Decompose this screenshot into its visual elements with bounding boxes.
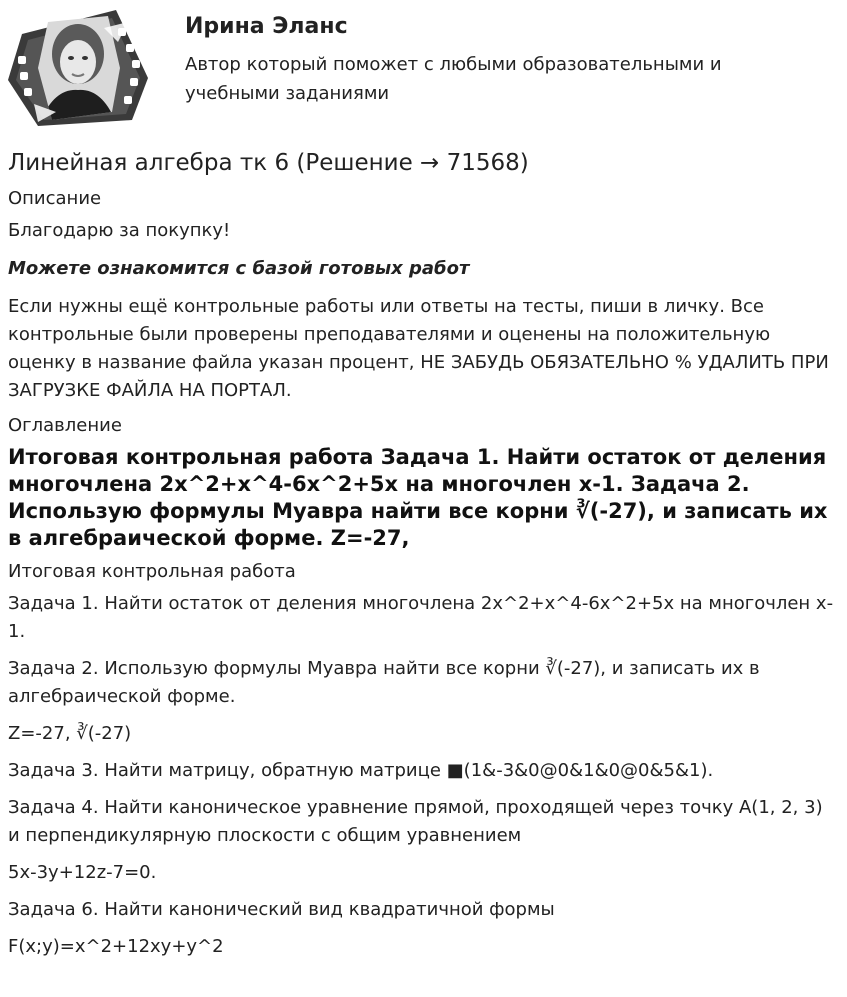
info-text: Если нужны ещё контрольные работы или ответы на тесты, пиши в личку. Все контрольные были проверены преподавателями и оценены на положительную оценку в название файла указан процент, НЕ ЗАБУДЬ ОБЯЗАТЕЛЬНО % УДАЛИТЬ ПРИ ЗАГРУЗКЕ ФАЙЛА НА ПОРТАЛ. <box>8 296 829 401</box>
base-link[interactable]: Можете ознакомится с базой готовых работ <box>8 258 470 279</box>
author-avatar[interactable] <box>8 8 150 128</box>
author-bio: Автор который поможет с любыми образовательными и учебными заданиями <box>185 54 722 104</box>
task-item: Задача 4. Найти каноническое уравнение прямой, проходящей через точку A(1, 2, 3) и перпендикулярную плоскости с общим уравнением <box>8 797 823 846</box>
task-item: F(x;y)=x^2+12xy+y^2 <box>8 936 224 957</box>
author-name[interactable]: Ирина Эланс <box>185 14 348 39</box>
author-card <box>8 8 838 128</box>
toc-heading: Итоговая контрольная работа Задача 1. Найти остаток от деления многочлена 2x^2+x^4-6x^2+5x на многочлен x-1. Задача 2. Использую формулы Муавра найти все корни ∛(-27), и записать их в алгебраической форме. Z=-27, <box>8 445 828 550</box>
toc-label: Оглавление <box>8 415 122 436</box>
task-item: Задача 6. Найти канонический вид квадратичной формы <box>8 899 555 920</box>
task-item: 5x-3y+12z-7=0. <box>8 862 157 883</box>
task-item: Задача 3. Найти матрицу, обратную матрице ■(1&-3&0@0&1&0@0&5&1). <box>8 760 714 781</box>
task-item: Z=-27, ∛(-27) <box>8 723 132 744</box>
page-title: Линейная алгебра тк 6 (Решение → 71568) <box>8 150 529 176</box>
task-item: Задача 1. Найти остаток от деления многочлена 2x^2+x^4-6x^2+5x на многочлен x-1. <box>8 593 834 642</box>
section-title: Итоговая контрольная работа <box>8 561 296 582</box>
document-content <box>8 148 838 970</box>
task-item: Задача 2. Использую формулы Муавра найти все корни ∛(-27), и записать их в алгебраической форме. <box>8 658 760 707</box>
description-label: Описание <box>8 188 102 209</box>
thanks-text: Благодарю за покупку! <box>8 220 231 241</box>
